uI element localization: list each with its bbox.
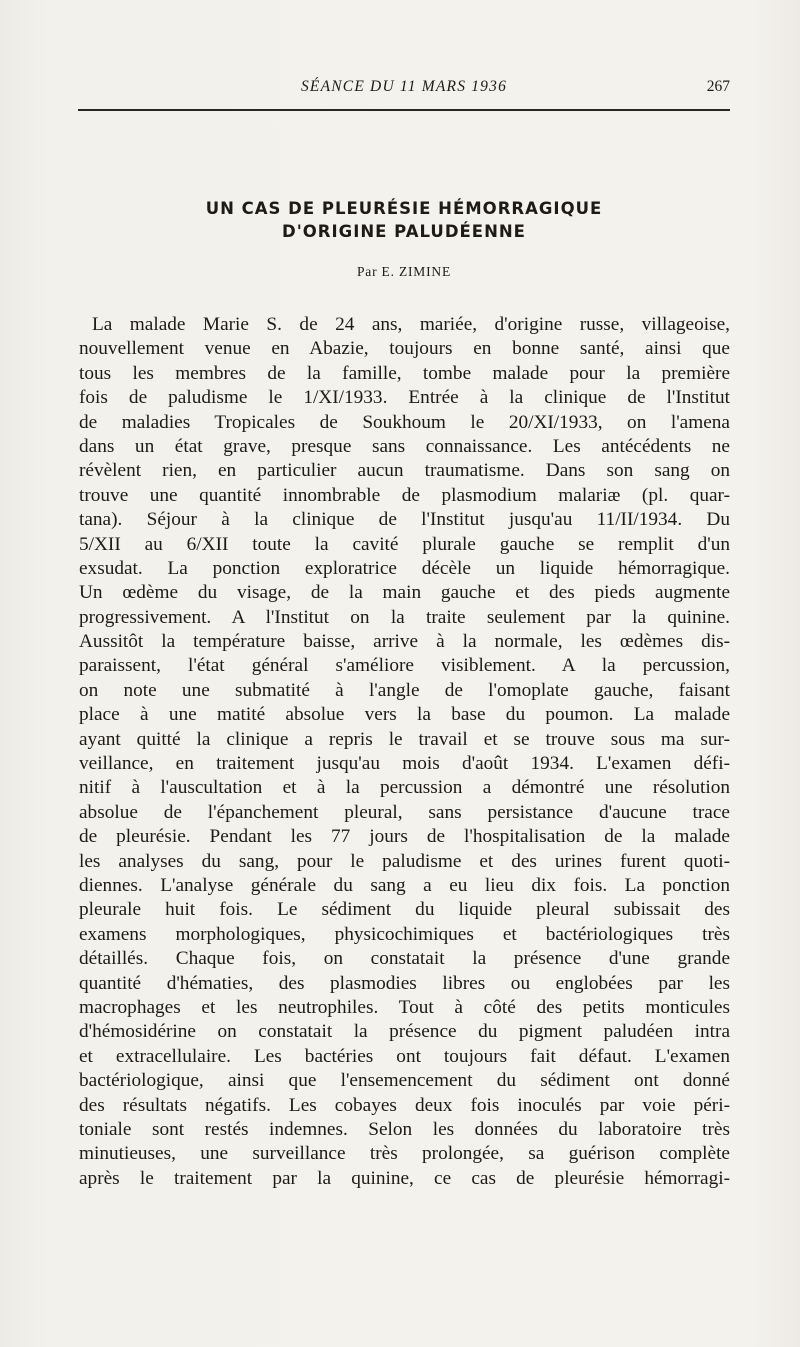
text-line: progressivement. A l'Institut on la traite seulement par la quinine. [79, 606, 730, 628]
article-title-line-1: UN CAS DE PLEURÉSIE HÉMORRAGIQUE [205, 199, 603, 218]
page-number: 267 [706, 78, 730, 95]
running-header [78, 78, 730, 100]
text-line: fois de paludisme le 1/XI/1933. Entrée à la clinique de l'Institut [79, 387, 730, 409]
text-line: Aussitôt la température baisse, arrive à la normale, les œdèmes dis- [79, 631, 730, 653]
text-line: quantité d'hématies, des plasmodies libres ou englobées par les [79, 972, 730, 994]
author-byline: Par E. ZIMINE [356, 264, 451, 279]
text-line: révèlent rien, en particulier aucun traumatisme. Dans son sang on [79, 460, 730, 482]
running-title: SÉANCE DU 11 MARS 1936 [300, 78, 508, 95]
text-line: macrophages et les neutrophiles. Tout à côté des petits monticules [79, 996, 730, 1018]
text-line: pleurale huit fois. Le sédiment du liquide pleural subissait des [79, 899, 730, 921]
text-line: veillance, en traitement jusqu'au mois d'août 1934. L'examen défi- [79, 753, 730, 775]
text-line: toniale sont restés indemnes. Selon les données du laboratoire très [79, 1118, 730, 1140]
text-line: détaillés. Chaque fois, on constatait la présence d'une grande [79, 948, 730, 970]
text-line: on note une submatité à l'angle de l'omoplate gauche, faisant [79, 679, 730, 701]
body-paragraph [79, 313, 730, 1191]
text-line: diennes. L'analyse générale du sang a eu lieu dix fois. La ponction [79, 874, 730, 896]
text-line: dans un état grave, presque sans connaissance. Les antécédents ne [79, 435, 730, 457]
text-line: nouvellement venue en Abazie, toujours en bonne santé, ainsi que [79, 338, 730, 360]
text-line: minutieuses, une surveillance très prolongée, sa guérison complète [79, 1143, 730, 1165]
text-line: tous les membres de la famille, tombe malade pour la première [79, 362, 730, 384]
text-line: Un œdème du visage, de la main gauche et des pieds augmente [79, 582, 730, 604]
article-title [78, 197, 730, 243]
text-line: de maladies Tropicales de Soukhoum le 20/XI/1933, on l'amena [79, 411, 730, 433]
text-line: d'hémosidérine on constatait la présence du pigment paludéen intra [79, 1021, 730, 1043]
article-title-line-2: D'ORIGINE PALUDÉENNE [282, 222, 526, 241]
text-line: 5/XII au 6/XII toute la cavité plurale gauche se remplit d'un [79, 533, 730, 555]
text-line: nitif à l'auscultation et à la percussion a démontré une résolution [79, 777, 730, 799]
text-line: examens morphologiques, physicochimiques et bactériologiques très [79, 923, 730, 945]
header-rule [78, 109, 730, 111]
text-line: des résultats négatifs. Les cobayes deux fois inoculés par voie péri- [79, 1094, 730, 1116]
text-line: exsudat. La ponction exploratrice décèle un liquide hémorragique. [79, 557, 730, 579]
text-line: ayant quitté la clinique a repris le travail et se trouve sous ma sur- [79, 728, 730, 750]
text-line: trouve une quantité innombrable de plasmodium malariæ (pl. quar- [79, 484, 730, 506]
text-line: les analyses du sang, pour le paludisme et des urines furent quoti- [79, 850, 730, 872]
text-line: absolue de l'épanchement pleural, sans persistance d'aucune trace [79, 801, 730, 823]
text-line: place à une matité absolue vers la base du poumon. La malade [79, 704, 730, 726]
text-line: et extracellulaire. Les bactéries ont toujours fait défaut. L'examen [79, 1045, 730, 1067]
text-line: bactériologique, ainsi que l'ensemencement du sédiment ont donné [79, 1070, 730, 1092]
text-line: paraissent, l'état général s'améliore visiblement. A la percussion, [79, 655, 730, 677]
text-line: La malade Marie S. de 24 ans, mariée, d'origine russe, villageoise, [92, 314, 730, 335]
text-line: tana). Séjour à la clinique de l'Institut jusqu'au 11/II/1934. Du [79, 509, 730, 531]
text-line: après le traitement par la quinine, ce cas de pleurésie hémorragi- [79, 1167, 730, 1189]
text-line: de pleurésie. Pendant les 77 jours de l'hospitalisation de la malade [79, 826, 730, 848]
